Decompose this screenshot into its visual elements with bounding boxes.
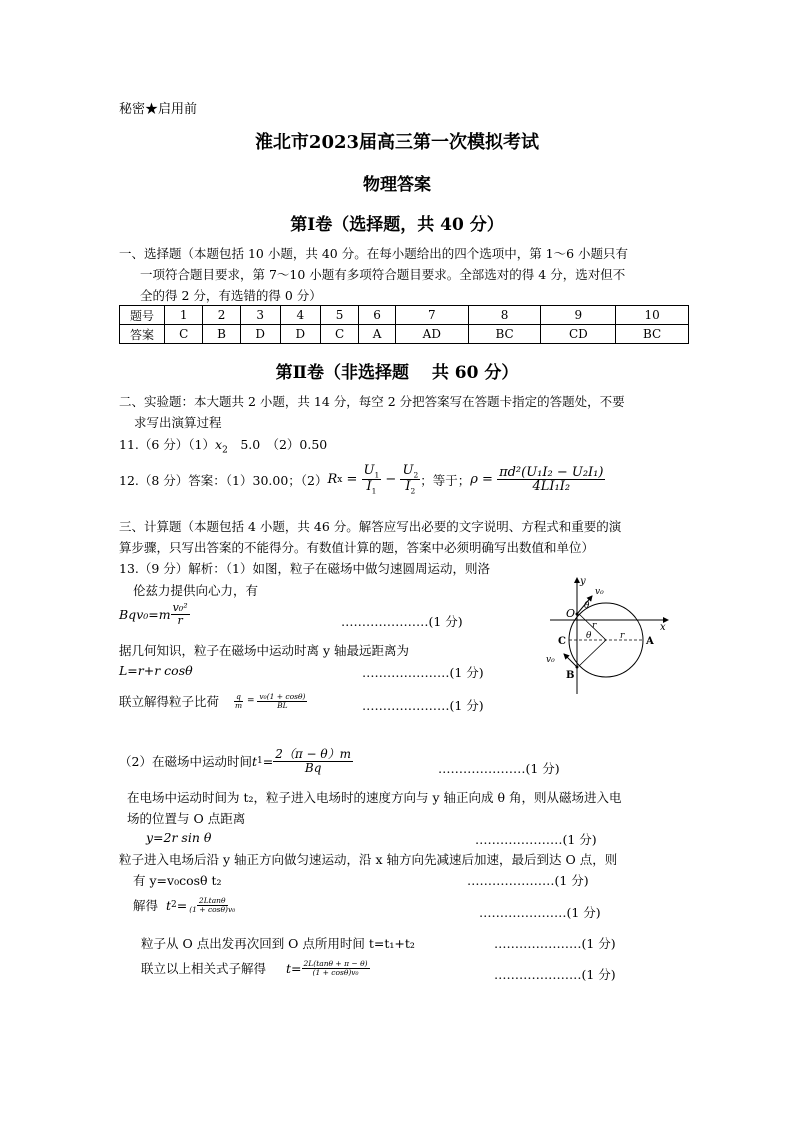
q12-mid: ；等于； [420, 472, 471, 488]
answer-table [119, 305, 689, 344]
exam-title: 淮北市2023届高三第一次模拟考试 [254, 132, 540, 153]
eq7-num: 2L(tanθ + π − θ) [303, 958, 368, 968]
score-eq6: …………………(1 分) [479, 905, 601, 920]
part2-heading: 第Ⅱ卷（非选择题 共 60 分） [275, 363, 519, 383]
q11-sub: 2 [222, 445, 228, 456]
secret-label: 秘密★启用前 [119, 102, 198, 117]
q11-prefix: 11.（6 分）（1） [119, 437, 216, 452]
score-total: …………………(1 分) [494, 936, 616, 951]
eq6-den: (1 + cosθ)v₀ [189, 904, 236, 914]
final-prefix: 联立以上相关式子解得 [141, 961, 267, 976]
eq3-num-r: v₀(1 + cosθ) [259, 691, 306, 701]
table-cell: BC [468, 325, 541, 344]
geo-line: 据几何知识，粒子在磁场中运动时离 y 轴最远距离为 [119, 643, 410, 658]
eq1-den: r [177, 613, 183, 627]
table-cell: C [165, 325, 203, 344]
section2-line2: 求写出演算过程 [134, 415, 222, 430]
eq7: 联立以上相关式子解得 t = $\frac{2L(\tan\theta + \pi - \theta)}{\text{(1 + cosθ)v₀}}$ [141, 958, 368, 977]
table-cell: BC [616, 325, 689, 344]
section1-line2: 一项符合题目要求，第 7～10 小题有多项符合题目要求。全部选对的得 4 分，选对但不 [140, 267, 626, 282]
label-theta1: θ [584, 601, 590, 611]
table-cell: D [240, 325, 280, 344]
eq4-num: 2（π − θ）m [275, 747, 352, 761]
label-r2: r [620, 631, 625, 641]
score-eq4: …………………(1 分) [438, 761, 560, 776]
magnetic-field-diagram [540, 572, 675, 697]
table-cell: 5 [320, 306, 358, 325]
exam-subtitle: 物理答案 [363, 175, 431, 195]
table-cell: 6 [359, 306, 396, 325]
label-v0-bottom: v₀ [546, 655, 555, 665]
section3-line1: 三、计算题（本题包括 4 小题，共 46 分。解答应写出必要的文字说明、方程式和重要的演 [119, 519, 622, 534]
table-row [120, 325, 689, 344]
q13-line2: 伦兹力提供向心力，有 [133, 583, 259, 598]
label-y: y [580, 576, 586, 587]
eq5: y=2r sin θ [146, 830, 212, 845]
eq4: （2）在磁场中运动时间 t 1 = $\frac{2(\pi - \theta)m}{Bq}$ [119, 747, 352, 775]
table-cell: 2 [203, 306, 240, 325]
part2-prefix: （2）在磁场中运动时间 [119, 754, 252, 770]
q12-prefix: 12.（8 分）答案：（1）30.00；（2） [119, 472, 328, 488]
eq3: 联立解得粒子比荷 $\frac{q}{m}$ = $\frac{\text{v₀(1 + cosθ)}}{BL}$ [119, 691, 306, 710]
eq1-num: v₀² [172, 601, 188, 614]
radius-line-bottom [579, 640, 606, 666]
table-cell: 4 [280, 306, 320, 325]
label-v0-top: v₀ [595, 587, 604, 597]
table-header-cell: 答案 [120, 325, 165, 344]
table-cell: 3 [240, 306, 280, 325]
eq3-den-l: m [235, 700, 243, 710]
score-after: …………………(1 分) [467, 873, 589, 888]
table-cell: CD [541, 325, 616, 344]
q12-rx-formula: R x = $\frac{U_1}{I_1}$ − $\frac{U_2}{I_2}$ [327, 463, 419, 497]
table-row [120, 306, 689, 325]
table-cell: B [203, 325, 240, 344]
table-cell: A [359, 325, 396, 344]
solve-prefix: 解得 [133, 898, 159, 913]
efield-line2: 场的位置与 O 点距离 [127, 811, 246, 826]
eq4-den: Bq [304, 760, 322, 775]
label-theta2: θ [586, 631, 592, 641]
charge-line: 联立解得粒子比荷 [119, 694, 220, 709]
q12-rho-den: 4LI₁I₂ [532, 479, 571, 495]
table-cell: 7 [395, 306, 468, 325]
table-header-cell: 题号 [120, 306, 165, 325]
table-cell: C [320, 325, 358, 344]
table-cell: 10 [616, 306, 689, 325]
point-o [576, 613, 579, 616]
point-b [576, 666, 579, 669]
score-eq2: …………………(1 分) [362, 665, 484, 680]
efield-line1: 在电场中运动时间为 t₂，粒子进入电场时的速度方向与 y 轴正向成 θ 角，则从磁场进入电 [127, 790, 622, 805]
eq2: L=r+r cosθ [119, 663, 193, 678]
label-a: A [646, 636, 654, 647]
label-c: C [558, 636, 566, 647]
q11-rest: 5.0 （2）0.50 [227, 437, 328, 452]
total-line: 粒子从 O 点出发再次回到 O 点所用时间 t=t₁+t₂ [141, 936, 415, 951]
table-cell: 8 [468, 306, 541, 325]
eq3-den-r: BL [277, 700, 288, 710]
q11-var: x [215, 437, 223, 452]
table-cell: AD [395, 325, 468, 344]
eq6-num: 2Ltanθ [198, 895, 226, 905]
q13-line1: 13.（9 分）解析：（1）如图，粒子在磁场中做匀速圆周运动，则洛 [119, 561, 491, 576]
q12-answer [119, 464, 605, 496]
section3-line2: 算步骤，只写出答案的不能得分。有数值计算的题，答案中必须明确写出数值和单位） [119, 540, 595, 555]
section1-line3: 全的得 2 分，有选错的得 0 分） [140, 288, 322, 303]
label-b: B [566, 670, 575, 681]
score-eq7: …………………(1 分) [494, 967, 616, 982]
q12-rho-num: πd²(U₁I₂ − U₂I₁) [499, 464, 604, 480]
after-line1: 粒子进入电场后沿 y 轴正方向做匀速运动，沿 x 轴方向先减速后加速，最后到达 O 点，则 [119, 852, 618, 867]
label-x: x [660, 622, 666, 633]
q12-rho-formula: ρ = $\frac{\text{πd²(U₁I₂ − U₂I₁)}}{\text{4LI₁I₂}}$ [470, 464, 604, 495]
after-line2: 有 y=v₀cosθ t₂ [133, 873, 222, 888]
eq7-den: (1 + cosθ)v₀ [312, 967, 359, 977]
table-cell: 1 [165, 306, 203, 325]
eq3-num-l: q [236, 691, 241, 701]
eq1-left: Bqv₀=m [119, 606, 171, 622]
section1-line1: 一、选择题（本题包括 10 小题，共 40 分。在每小题给出的四个选项中，第 1～6 小题只有 [119, 246, 629, 261]
part1-heading: 第Ⅰ卷（选择题，共 40 分） [290, 215, 504, 235]
score-eq3: …………………(1 分) [362, 698, 484, 713]
label-o: O [566, 607, 576, 620]
table-cell: D [280, 325, 320, 344]
score-eq5: …………………(1 分) [475, 832, 597, 847]
table-cell: 9 [541, 306, 616, 325]
score-eq1: …………………(1 分) [341, 614, 463, 629]
eq1 [119, 602, 190, 626]
label-r1: r [592, 621, 597, 631]
q11-answer [119, 435, 327, 456]
eq6: 解得 t 2 = $\frac{2Ltan\theta}{\text{(1 + cosθ)v₀}}$ [133, 895, 236, 914]
section2-line1: 二、实验题：本大题共 2 小题，共 14 分，每空 2 分把答案写在答题卡指定的答题处，不要 [119, 394, 625, 409]
